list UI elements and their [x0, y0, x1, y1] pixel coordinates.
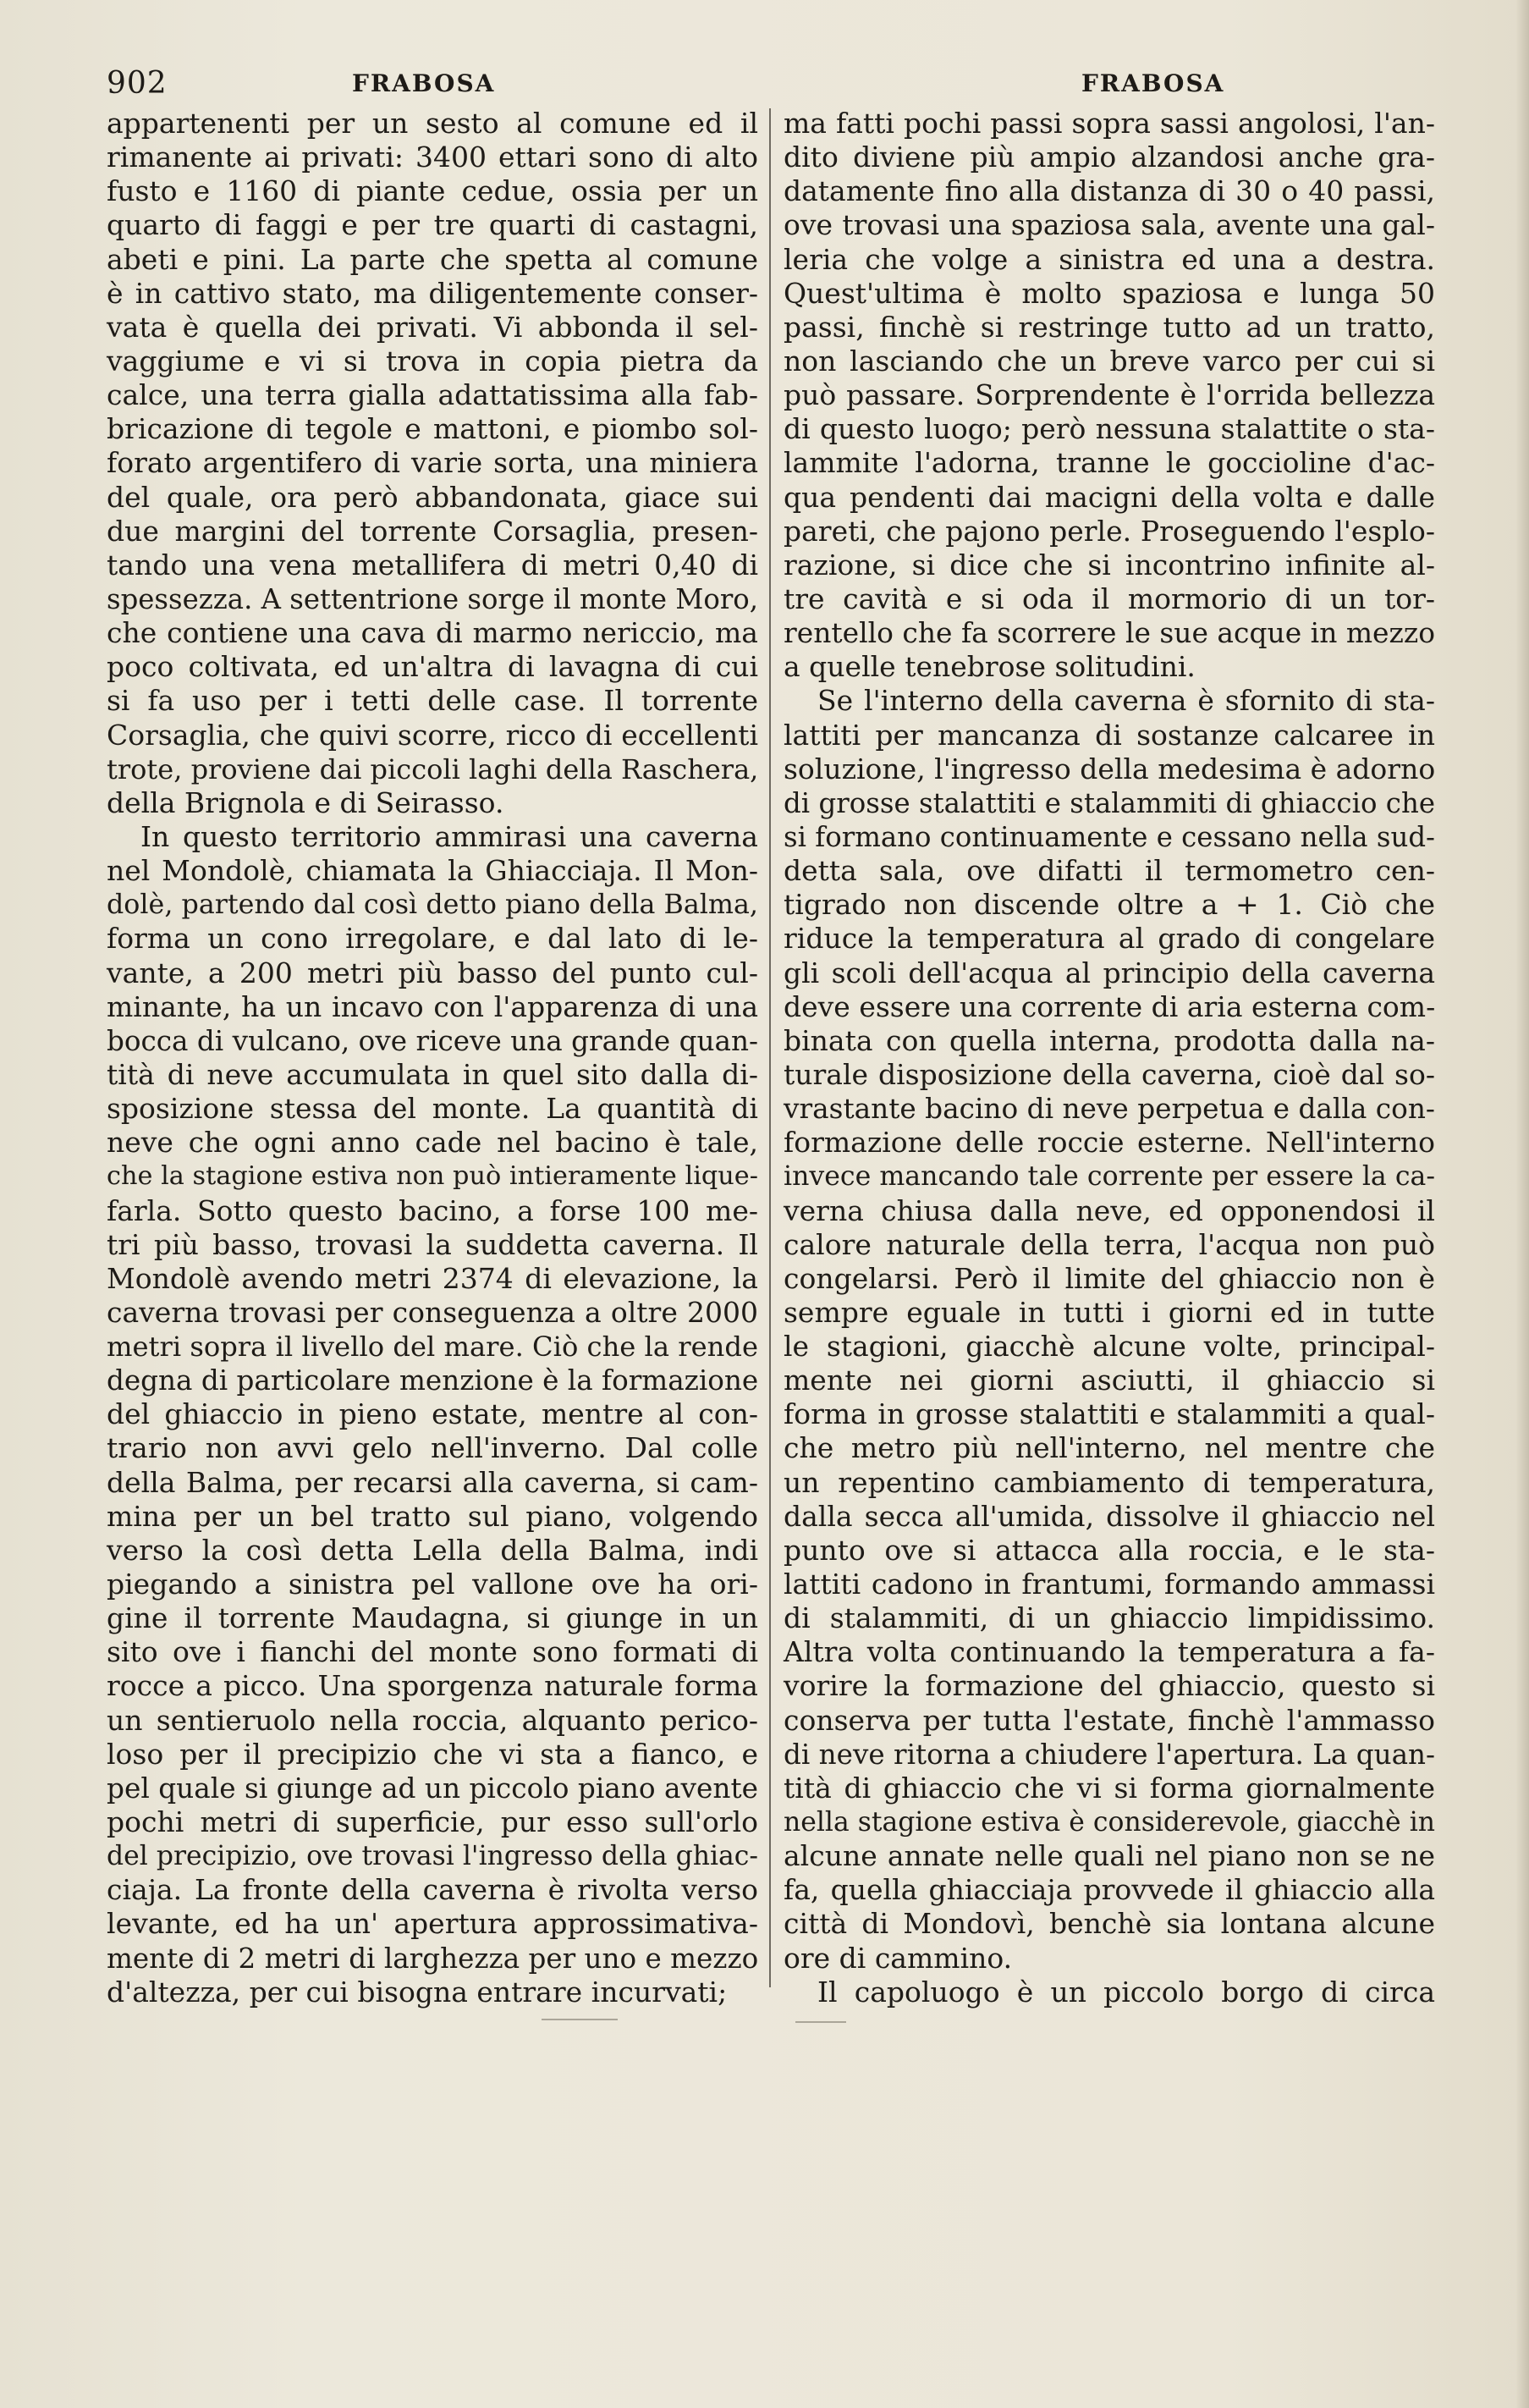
- text-line: si formano continuamente e cessano nella sud-: [784, 820, 1435, 853]
- text-line: ciaja. La fronte della caverna è rivolta verso: [107, 1873, 758, 1907]
- text-line: del precipizio, ove trovasi l'ingresso della ghiac-: [107, 1841, 758, 1872]
- text-line: della Brignola e di Seirasso.: [107, 785, 504, 819]
- text-line: tri più basso, trovasi la suddetta caverna. Il: [107, 1227, 758, 1261]
- text-line: verso la così detta Lella della Balma, indi: [107, 1533, 758, 1567]
- text-line: leria che volge a sinistra ed una a destra.: [784, 242, 1435, 276]
- running-head-left: FRABOSA: [352, 69, 496, 97]
- text-line: passi, finchè si restringe tutto ad un tratto,: [784, 310, 1435, 344]
- text-line: un repentino cambiamento di temperatura,: [784, 1465, 1435, 1499]
- text-line: turale disposizione della caverna, cioè dal so-: [784, 1057, 1435, 1091]
- text-line: si fa uso per i tetti delle case. Il torrente: [107, 684, 758, 718]
- text-line: sito ove i fianchi del monte sono formati di: [107, 1635, 758, 1669]
- text-line: vrastante bacino di neve perpetua e dalla con-: [784, 1093, 1435, 1126]
- text-line: nella stagione estiva è considerevole, giacchè in: [784, 1807, 1435, 1838]
- text-line: neve che ogni anno cade nel bacino è tale,: [107, 1126, 758, 1160]
- text-line: di grosse stalattiti e stalammiti di ghiaccio che: [784, 786, 1435, 819]
- text-line: vante, a 200 metri più basso del punto cul-: [107, 956, 758, 989]
- text-line: verna chiusa dalla neve, ed opponendosi il: [784, 1193, 1435, 1227]
- text-line: gine il torrente Maudagna, si giunge in un: [107, 1601, 758, 1635]
- text-line: piegando a sinistra pel vallone ove ha ori-: [107, 1568, 758, 1601]
- text-line: vorire la formazione del ghiaccio, questo si: [784, 1669, 1435, 1703]
- text-line: dalla secca all'umida, dissolve il ghiaccio nel: [784, 1499, 1435, 1533]
- text-line: alcune annate nelle quali nel piano non se ne: [784, 1839, 1435, 1873]
- text-line: ove trovasi una spaziosa sala, avente una gal-: [784, 208, 1435, 242]
- text-line: a quelle tenebrose solitudini.: [784, 650, 1196, 684]
- text-line: formazione delle roccie esterne. Nell'interno: [784, 1126, 1435, 1160]
- text-line: due margini del torrente Corsaglia, presen-: [107, 514, 758, 548]
- text-line: riduce la temperatura al grado di congelare: [784, 922, 1435, 956]
- text-line: punto ove si attacca alla roccia, e le sta-: [784, 1533, 1435, 1567]
- text-line: forato argentifero di varie sorta, una miniera: [107, 446, 758, 480]
- text-line: deve essere una corrente di aria esterna com-: [784, 989, 1436, 1023]
- text-line: vaggiume e vi si trova in copia pietra da: [107, 344, 758, 377]
- text-line: mente di 2 metri di larghezza per uno e mezzo: [107, 1942, 759, 1975]
- text-line: pel quale si giunge ad un piccolo piano avente: [107, 1772, 758, 1805]
- text-line: ore di cammino.: [784, 1941, 1013, 1975]
- text-line: tità di ghiaccio che vi si forma giornalmente: [784, 1771, 1435, 1805]
- text-line: quarto di faggi e per tre quarti di castagni,: [107, 208, 758, 242]
- text-line: che metro più nell'interno, nel mentre che: [784, 1431, 1435, 1465]
- text-line: detta sala, ove difatti il termometro cen-: [784, 854, 1435, 888]
- text-line: poco coltivata, ed un'altra di lavagna di cui: [107, 650, 758, 684]
- text-line: qua pendenti dai macigni della volta e dalle: [784, 480, 1435, 514]
- text-line: non lasciando che un breve varco per cui si: [784, 344, 1435, 377]
- text-line: le stagioni, giacchè alcune volte, principal-: [784, 1330, 1435, 1364]
- running-head-right: FRABOSA: [1081, 69, 1225, 97]
- text-line: appartenenti per un sesto al comune ed il: [107, 107, 758, 140]
- text-line: dito diviene più ampio alzandosi anche gra-: [784, 141, 1435, 174]
- text-line: un sentieruolo nella roccia, alquanto perico-: [107, 1703, 758, 1737]
- text-line: lammite l'adorna, tranne le goccioline d'ac-: [784, 446, 1435, 480]
- right-text-column: [784, 107, 1435, 2053]
- text-line: tando una vena metallifera di metri 0,40 di: [107, 548, 758, 581]
- text-line: del ghiaccio in pieno estate, mentre al con-: [107, 1397, 758, 1431]
- text-line: rimanente ai privati: 3400 ettari sono di alto: [107, 141, 758, 174]
- text-line: levante, ed ha un' apertura approssimativa-: [107, 1907, 758, 1941]
- text-line: gli scoli dell'acqua al principio della caverna: [784, 956, 1435, 989]
- text-line: della Balma, per recarsi alla caverna, si cam-: [107, 1465, 758, 1499]
- text-line: che contiene una cava di marmo nericcio, ma: [107, 616, 758, 650]
- text-line: dolè, partendo dal così detto piano della Balma,: [107, 890, 758, 921]
- text-line: trario non avvi gelo nell'inverno. Dal colle: [107, 1431, 758, 1465]
- text-line: trote, proviene dai piccoli laghi della Raschera,: [107, 752, 759, 785]
- text-line: invece mancando tale corrente per essere la ca-: [784, 1161, 1435, 1193]
- text-line: tità di neve accumulata in quel sito dalla di-: [107, 1057, 758, 1091]
- text-line: Se l'interno della caverna è sfornito di sta-: [817, 684, 1435, 718]
- text-line: Il capoluogo è un piccolo borgo di circa: [817, 1975, 1435, 2009]
- text-line: forma un cono irregolare, e dal lato di le-: [107, 922, 758, 956]
- text-line: datamente fino alla distanza di 30 o 40 passi,: [784, 174, 1435, 208]
- text-line: degna di particolare menzione è la formazione: [107, 1364, 759, 1397]
- text-line: lattiti per mancanza di sostanze calcaree in: [784, 718, 1435, 752]
- text-line: Altra volta continuando la temperatura a fa-: [784, 1635, 1435, 1669]
- text-line: lattiti cadono in frantumi, formando ammassi: [784, 1568, 1435, 1601]
- text-line: congelarsi. Però il limite del ghiaccio non è: [784, 1261, 1435, 1295]
- text-line: d'altezza, per cui bisogna entrare incurvati;: [107, 1975, 728, 2009]
- text-line: metri sopra il livello del mare. Ciò che la rende: [107, 1331, 758, 1364]
- text-line: che la stagione estiva non può intieramente lique-: [107, 1161, 758, 1192]
- print-smudge: [542, 2019, 618, 2020]
- text-line: pochi metri di superficie, pur esso sull'orlo: [107, 1805, 758, 1839]
- text-line: tigrado non discende oltre a + 1. Ciò che: [784, 888, 1435, 922]
- text-line: mente nei giorni asciutti, il ghiaccio si: [784, 1364, 1435, 1397]
- text-line: Quest'ultima è molto spaziosa e lunga 50: [784, 276, 1435, 310]
- text-line: caverna trovasi per conseguenza a oltre 2000: [107, 1295, 758, 1329]
- text-line: razione, si dice che si incontrino infinite al-: [784, 548, 1435, 581]
- text-line: fa, quella ghiacciaja provvede il ghiaccio alla: [784, 1873, 1435, 1907]
- text-line: conserva per tutta l'estate, finchè l'ammasso: [784, 1703, 1435, 1737]
- text-line: di stalammiti, di un ghiaccio limpidissimo.: [784, 1601, 1435, 1635]
- text-line: loso per il precipizio che vi sta a fianco, e: [107, 1737, 758, 1771]
- text-line: binata con quella interna, prodotta dalla na-: [784, 1023, 1435, 1057]
- text-line: nel Mondolè, chiamata la Ghiacciaja. Il Mon-: [107, 854, 758, 888]
- text-line: soluzione, l'ingresso della medesima è adorno: [784, 752, 1436, 785]
- left-text-column: [107, 107, 758, 2053]
- page-number: 902: [107, 66, 168, 101]
- text-line: ma fatti pochi passi sopra sassi angolosi, l'an-: [784, 107, 1435, 140]
- print-smudge: [795, 2021, 846, 2023]
- text-line: farla. Sotto questo bacino, a forse 100 me-: [107, 1193, 758, 1227]
- text-line: di neve ritorna a chiudere l'apertura. La quan-: [784, 1738, 1435, 1771]
- text-line: bocca di vulcano, ove riceve una grande quan-: [107, 1024, 758, 1057]
- text-line: è in cattivo stato, ma diligentemente conser-: [107, 276, 758, 310]
- text-line: di questo luogo; però nessuna stalattite o sta-: [784, 412, 1435, 446]
- text-line: In questo territorio ammirasi una caverna: [140, 819, 758, 853]
- text-line: pareti, che pajono perle. Proseguendo l'esplo-: [784, 514, 1435, 548]
- text-line: forma in grosse stalattiti e stalammiti a qual-: [784, 1397, 1435, 1431]
- page-header: [107, 66, 1447, 103]
- text-line: calore naturale della terra, l'acqua non può: [784, 1227, 1435, 1261]
- text-line: mina per un bel tratto sul piano, volgendo: [107, 1499, 758, 1533]
- text-line: calce, una terra gialla adattatissima alla fab-: [107, 378, 758, 412]
- text-line: del quale, ora però abbandonata, giace sui: [107, 480, 758, 514]
- text-line: bricazione di tegole e mattoni, e piombo sol-: [107, 412, 758, 446]
- text-line: abeti e pini. La parte che spetta al comune: [107, 242, 758, 276]
- text-line: sempre eguale in tutti i giorni ed in tutte: [784, 1295, 1435, 1329]
- text-line: può passare. Sorprendente è l'orrida bellezza: [784, 378, 1435, 412]
- text-line: rocce a picco. Una sporgenza naturale forma: [107, 1669, 758, 1703]
- text-line: minante, ha un incavo con l'apparenza di una: [107, 989, 758, 1023]
- text-line: fusto e 1160 di piante cedue, ossia per un: [107, 174, 758, 208]
- text-line: tre cavità e si oda il mormorio di un tor-: [784, 581, 1435, 615]
- text-line: sposizione stessa del monte. La quantità di: [107, 1092, 758, 1126]
- text-line: Corsaglia, che quivi scorre, ricco di eccellenti: [107, 718, 758, 752]
- column-divider: [769, 108, 771, 1987]
- text-line: rentello che fa scorrere le sue acque in mezzo: [784, 616, 1436, 650]
- text-line: Mondolè avendo metri 2374 di elevazione, la: [107, 1261, 758, 1295]
- text-line: spessezza. A settentrione sorge il monte Moro,: [107, 582, 759, 615]
- page-spine-shadow: [1515, 0, 1529, 2408]
- text-line: città di Mondovì, benchè sia lontana alcune: [784, 1907, 1435, 1941]
- text-line: vata è quella dei privati. Vi abbonda il sel-: [107, 310, 758, 344]
